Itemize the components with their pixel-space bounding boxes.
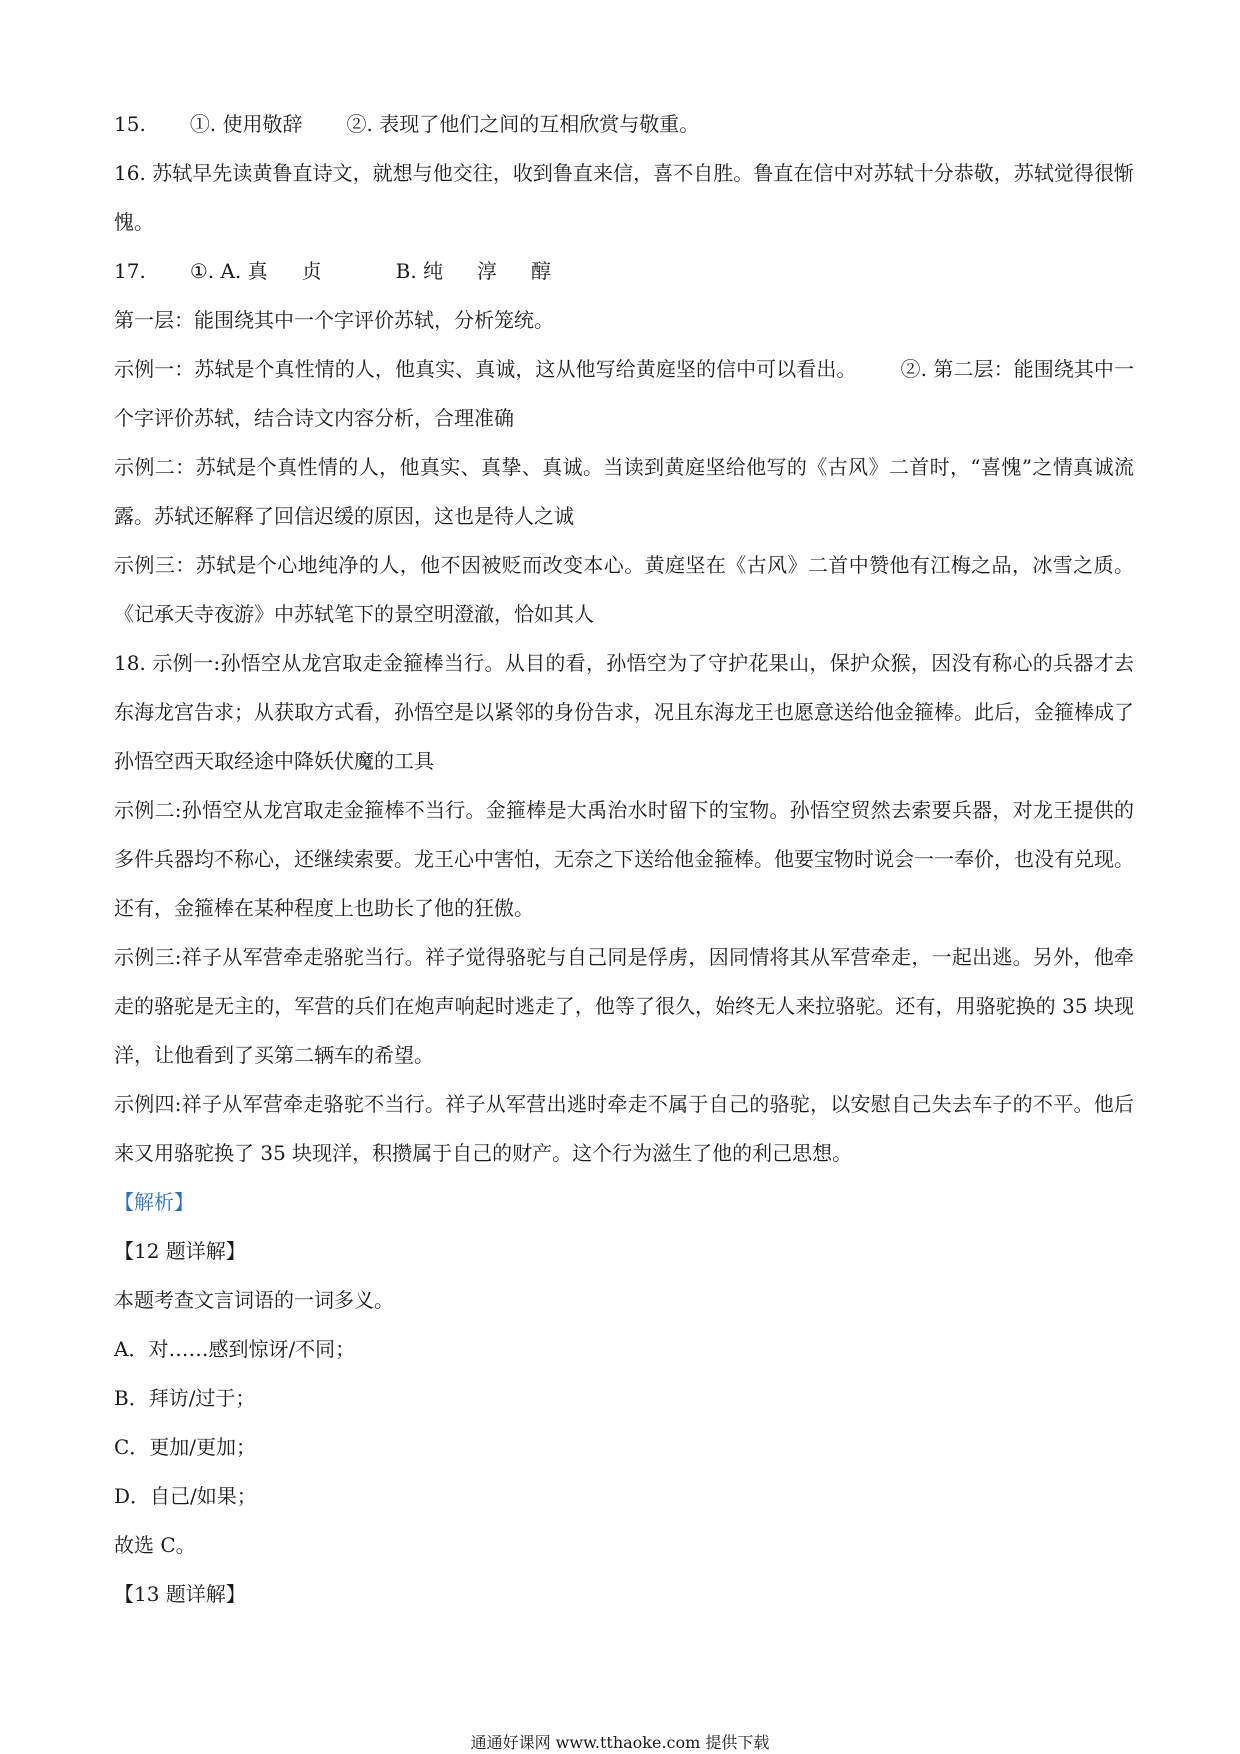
q17-example1: 示例一：苏轼是个真性情的人，他真实、真诚，这从他写给黄庭坚的信中可以看出。 (114, 357, 857, 381)
q17-layer1: 第一层：能围绕其中一个字评价苏轼，分析笼统。 (114, 308, 554, 332)
q15-answer-2: ②. 表现了他们之间的互相欣赏与敬重。 (346, 112, 700, 136)
q17-line (114, 247, 1134, 296)
q12-heading: 【12 题详解】 (114, 1239, 246, 1263)
q15-number: 15. (114, 112, 146, 136)
q12-option-b: B．拜访/过于； (114, 1386, 256, 1410)
q12-option-a: A．对……感到惊讶/不同； (114, 1337, 356, 1361)
q17-example3: 示例三：苏轼是个心地纯净的人，他不因被贬而改变本心。黄庭坚在《古风》二首中赞他有江梅之品，冰雪之质。《记承天寺夜游》中苏轼笔下的景空明澄澈，恰如其人 (114, 553, 1134, 626)
q12-answer: 故选 C。 (114, 1533, 196, 1557)
q17-option-b: B. 纯 (395, 259, 444, 283)
q18-example1: 18. 示例一:孙悟空从龙宫取走金箍棒当行。从目的看，孙悟空为了守护花果山，保护众猴，因没有称心的兵器才去东海龙宫告求；从获取方式看，孙悟空是以紧邻的身份告求，况且东海龙王也愿意送给他金箍棒。此后，金箍棒成了孙悟空西天取经途中降妖伏魔的工具 (114, 651, 1134, 773)
q15-line (114, 100, 1134, 149)
document-body (114, 100, 1134, 1619)
q18-example3: 示例三:祥子从军营牵走骆驼当行。祥子觉得骆驼与自己同是俘虏，因同情将其从军营牵走，一起出逃。另外，他牵走的骆驼是无主的，军营的兵们在炮声响起时逃走了，他等了很久，始终无人来拉骆驼。还有，用骆驼换的 35 块现洋，让他看到了买第二辆车的希望。 (114, 945, 1134, 1067)
q12-option-c: C．更加/更加； (114, 1435, 257, 1459)
q17-layer2: ②. 第二层：能围绕其中一个字评价苏轼，结合诗文内容分析，合理准确 (114, 357, 1135, 430)
q17-number: 17. (114, 259, 146, 283)
q12-option-d: D．自己/如果； (114, 1484, 257, 1508)
q17-example1-paragraph (114, 345, 1134, 443)
q17-option-b-char3: 醇 (531, 259, 552, 283)
q15-answer-1: ①. 使用敬辞 (189, 112, 303, 136)
page-footer: 通通好课网 www.tthaoke.com 提供下载 (470, 1733, 770, 1752)
q16-answer: 16. 苏轼早先读黄鲁直诗文，就想与他交往，收到鲁直来信，喜不自胜。鲁直在信中对苏轼十分恭敬，苏轼觉得很惭愧。 (114, 161, 1134, 234)
q18-example4: 示例四:祥子从军营牵走骆驼不当行。祥子从军营出逃时牵走不属于自己的骆驼，以安慰自己失去车子的不平。他后来又用骆驼换了 35 块现洋，积攒属于自己的财产。这个行为滋生了他的利己思想。 (114, 1092, 1134, 1165)
q13-heading: 【13 题详解】 (114, 1582, 246, 1606)
q17-option-b-char2: 淳 (477, 259, 498, 283)
q17-option-a: ①. A. 真 (189, 259, 268, 283)
q17-option-a-char2: 贞 (301, 259, 322, 283)
q18-example2: 示例二:孙悟空从龙宫取走金箍棒不当行。金箍棒是大禹治水时留下的宝物。孙悟空贸然去索要兵器，对龙王提供的多件兵器均不称心，还继续索要。龙王心中害怕，无奈之下送给他金箍棒。他要宝物时说会一一奉价，也没有兑现。还有，金箍棒在某种程度上也助长了他的狂傲。 (114, 798, 1134, 920)
q17-example2: 示例二：苏轼是个真性情的人，他真实、真挚、真诚。当读到黄庭坚给他写的《古风》二首时，“喜愧”之情真诚流露。苏轼还解释了回信迟缓的原因，这也是待人之诚 (114, 455, 1134, 528)
q12-intro: 本题考查文言词语的一词多义。 (114, 1288, 394, 1312)
analysis-heading: 【解析】 (114, 1190, 194, 1214)
